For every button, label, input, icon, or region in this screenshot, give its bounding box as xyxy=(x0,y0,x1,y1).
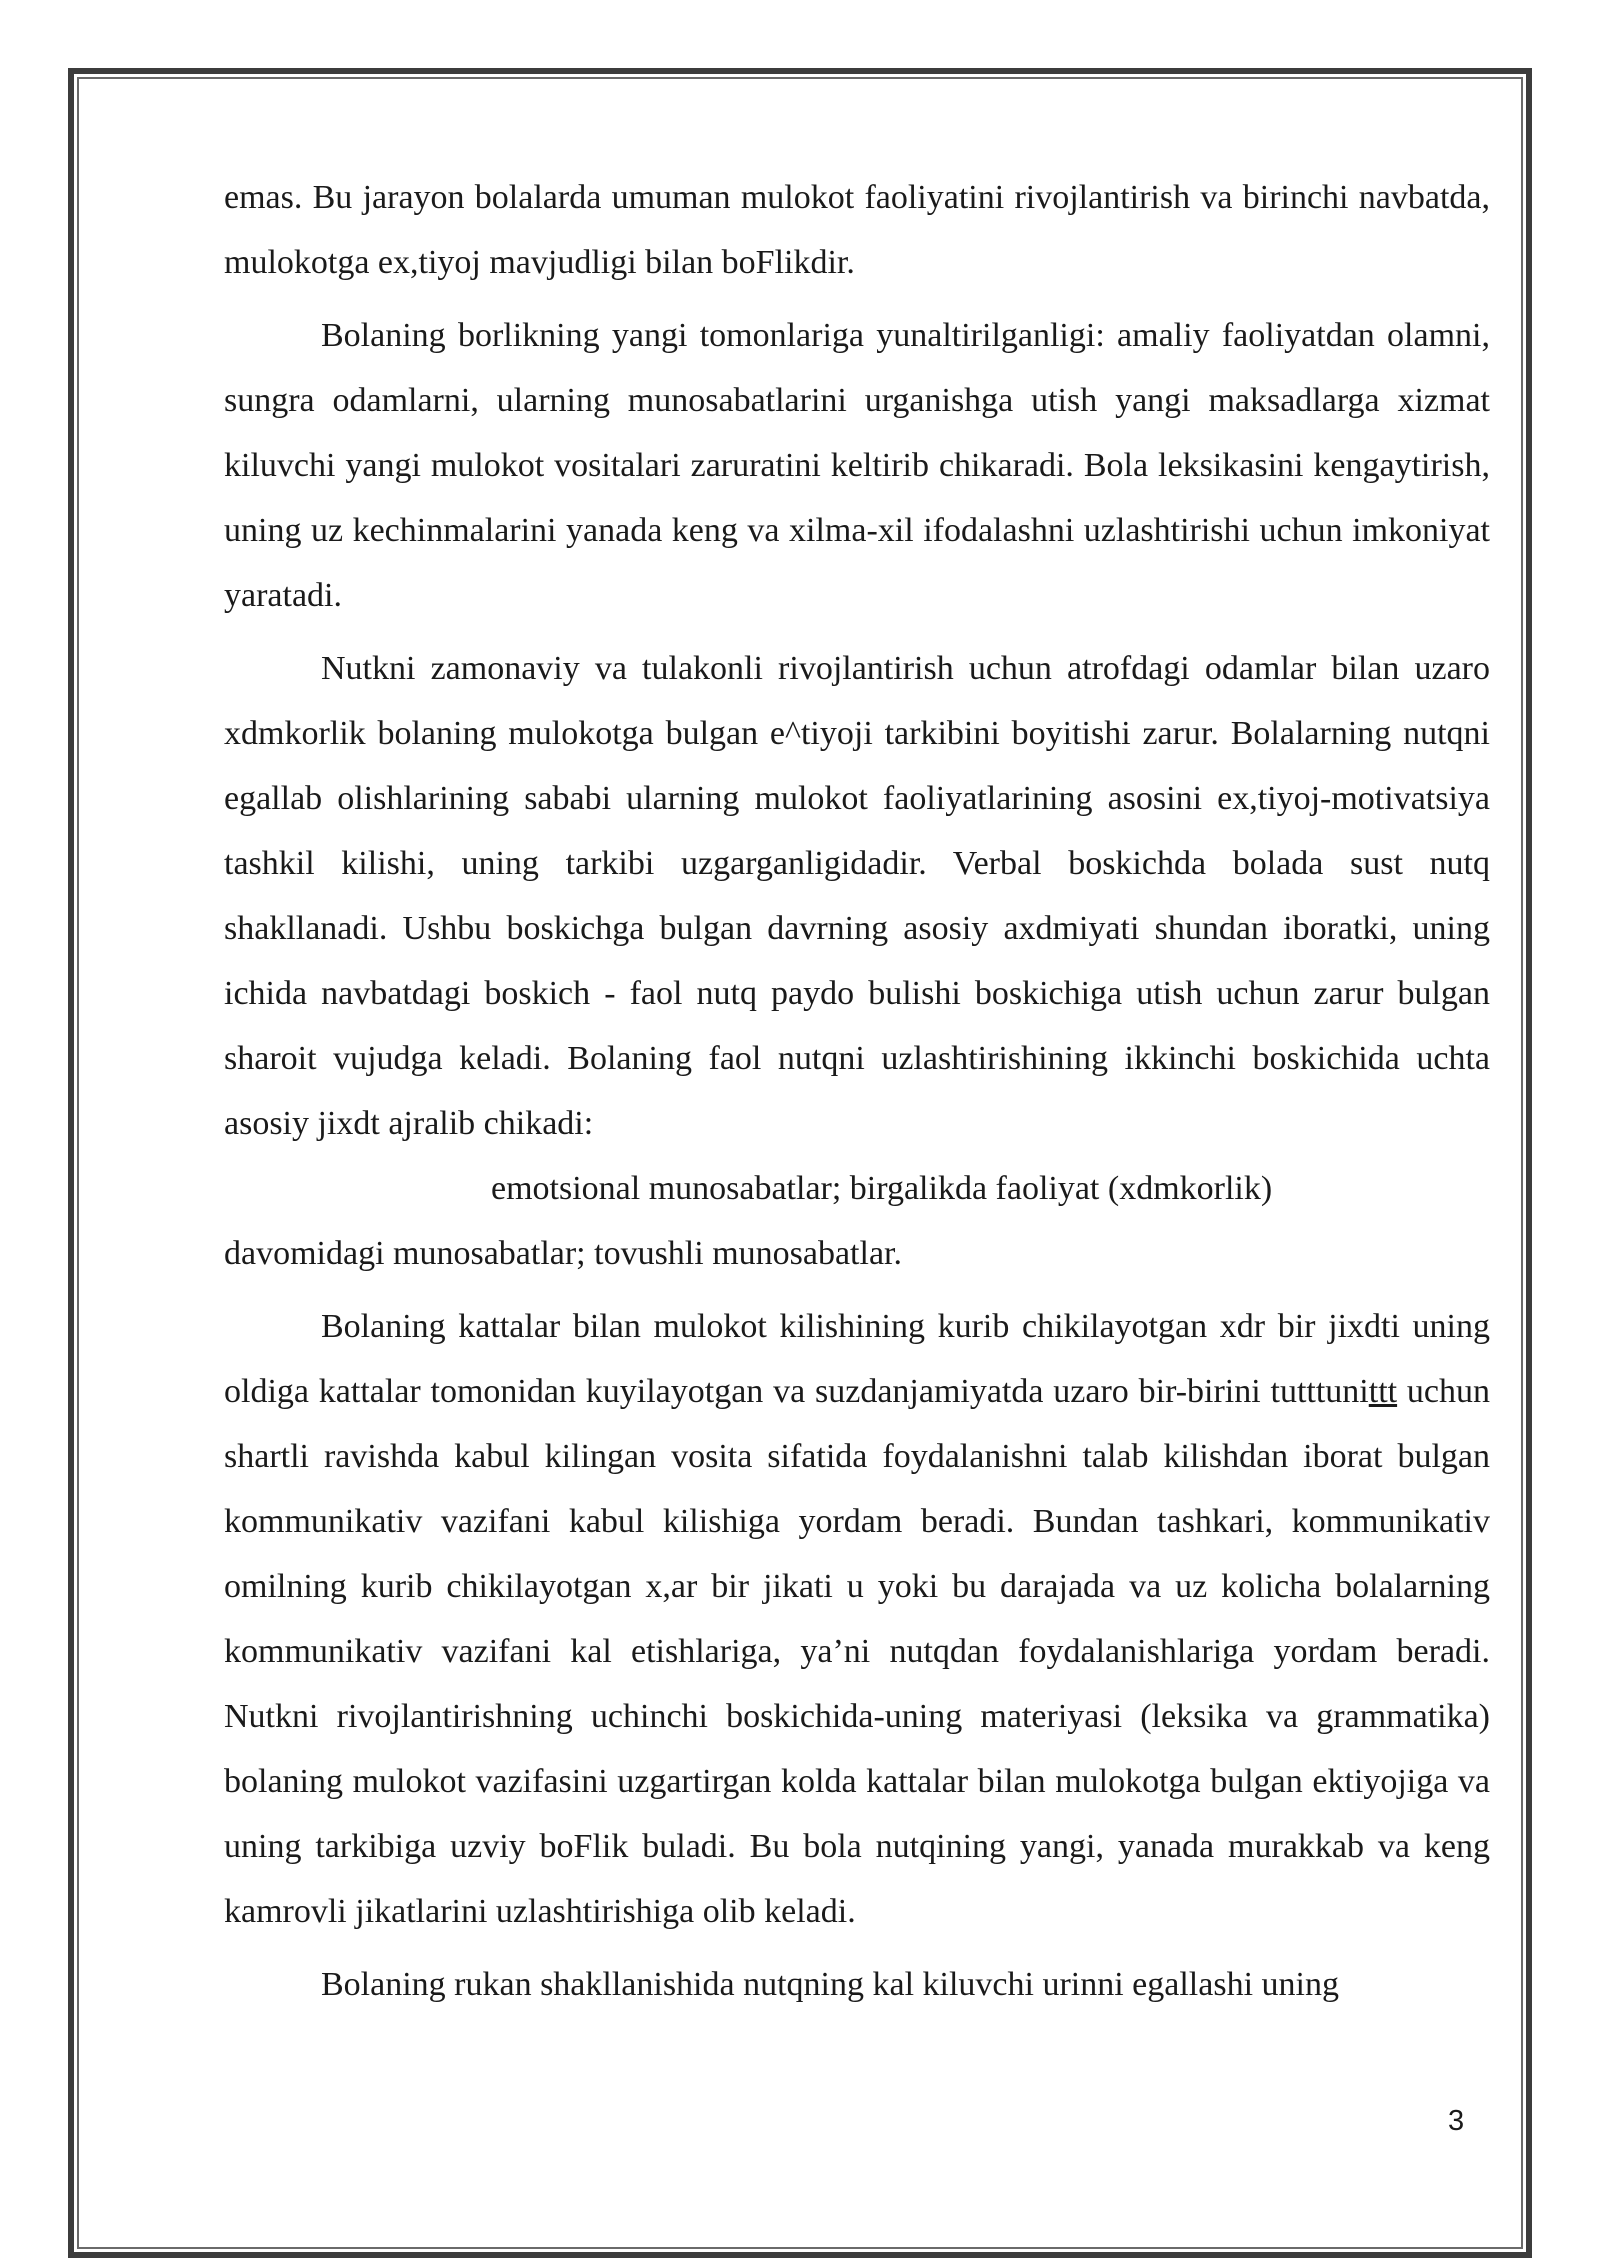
paragraph-3-list-line: emotsional munosabatlar; birgalikda faoliyat (xdmkorlik) xyxy=(491,1170,1273,1207)
page-number: 3 xyxy=(1448,2105,1465,2137)
paragraph-4-underlined-text: ttt xyxy=(1368,1373,1398,1410)
document-body xyxy=(224,165,1490,2025)
paragraph-1-text: emas. Bu jarayon bolalarda umuman mulokot faoliyatini rivojlantirish va birinchi navbatda, mulokotga ex,tiyoj mavjudligi bilan boFlikdir. xyxy=(224,179,1490,281)
paragraph-4-text-end: uchun shartli ravishda kabul kilingan vosita sifatida foydalanishni talab kilishdan iborat bulgan kommunikativ vazifani kabul kilishiga yordam beradi. Bundan tashkari, kommunikativ omilning kurib chikilayotgan x,ar bir jikati u yoki bu darajada va uz kolicha bolalarning kommunikativ vazifani kal etishlariga, ya’ni nutqdan foydalanishlariga yordam beradi. Nutkni rivojlantirishning uchinchi boskichida-uning materiyasi (leksika va grammatika) bolaning mulokot vazifasini uzgartirgan kolda kattalar bilan mulokotga bulgan ektiyojiga va uning tarkibiga uzviy boFlik buladi. Bu bola nutqining yangi, yanada murakkab va keng kamrovli jikatlarini uzlashtirishiga olib keladi. xyxy=(224,1373,1490,1930)
paragraph-4-text-start: Bolaning kattalar bilan mulokot kilishining kurib chikilayotgan xdr bir jixdti uning oldiga kattalar tomonidan kuyilayotgan va suzdanjamiyatda uzaro bir-birini tutttuni xyxy=(224,1308,1490,1410)
paragraph-2 xyxy=(224,303,1490,628)
paragraph-3-text: Nutkni zamonaviy va tulakonli rivojlantirish uchun atrofdagi odamlar bilan uzaro xdmkorlik bolaning mulokotga bulgan e^tiyoji tarkibini boyitishi zarur. Bolalarning nutqni egallab olishlarining sababi ularning mulokot faoliyatlarining asosini ex,tiyoj-motivatsiya tashkil kilishi, uning tarkibi uzgarganligidadir. Verbal boskichda bolada sust nutq shakllanadi. Ushbu boskichga bulgan davrning asosiy axdmiyati shundan iboratki, uning ichida navbatdagi boskich - faol nutq paydo bulishi boskichiga utish uchun zarur bulgan sharoit vujudga keladi. Bolaning faol nutqni uzlashtirishining ikkinchi boskichida uchta asosiy jixdt ajralib chikadi: xyxy=(224,650,1490,1142)
paragraph-1 xyxy=(224,165,1490,295)
paragraph-3 xyxy=(224,636,1490,1286)
paragraph-3-tail: davomidagi munosabatlar; tovushli munosabatlar. xyxy=(224,1235,902,1272)
paragraph-4 xyxy=(224,1294,1490,1944)
paragraph-2-text: Bolaning borlikning yangi tomonlariga yunaltirilganligi: amaliy faoliyatdan olamni, sungra odamlarni, ularning munosabatlarini urganishga utish yangi maksadlarga xizmat kiluvchi yangi mulokot vositalari zaruratini keltirib chikaradi. Bola leksikasini kengaytirish, uning uz kechinmalarini yanada keng va xilma-xil ifodalashni uzlashtirishi uchun imkoniyat yaratadi. xyxy=(224,317,1490,614)
paragraph-5-text: Bolaning rukan shakllanishida nutqning kal kiluvchi urinni egallashi uning xyxy=(321,1966,1339,2003)
paragraph-5 xyxy=(224,1952,1490,2017)
